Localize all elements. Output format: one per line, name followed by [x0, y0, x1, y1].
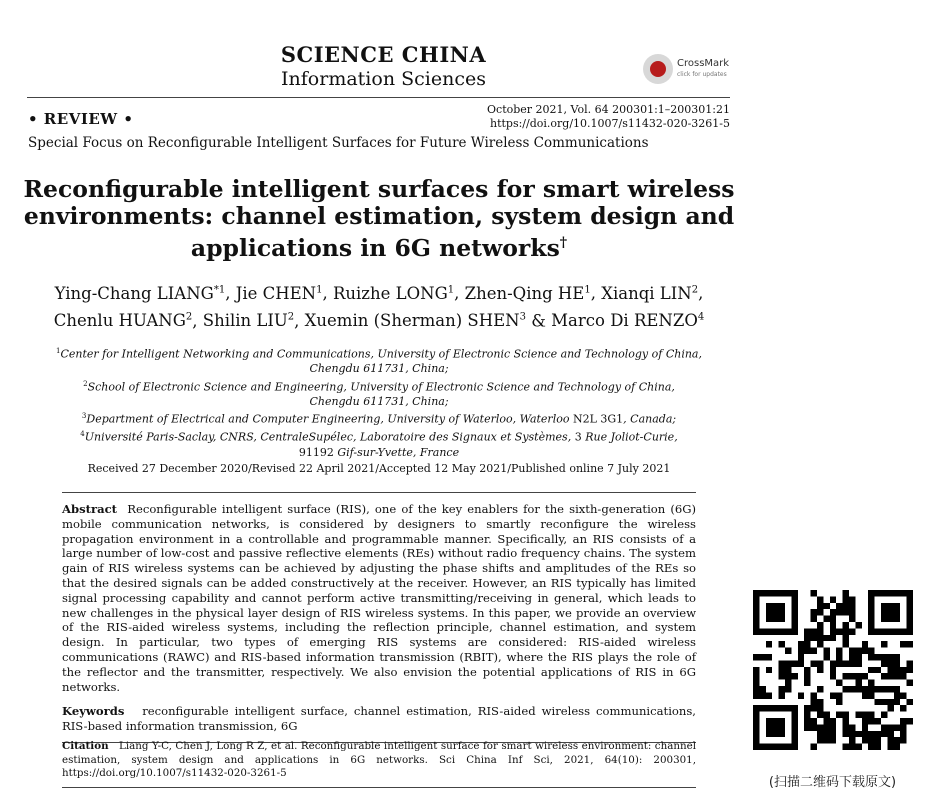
crossmark-label: CrossMark — [677, 58, 730, 69]
affiliations — [20, 344, 738, 460]
abstract-label: Abstract — [62, 502, 118, 516]
title-line-1: Reconfigurable intelligent surfaces for smart wireless — [23, 175, 735, 203]
journal-title: SCIENCE CHINA — [280, 42, 487, 67]
received-dates: Received 27 December 2020/Revised 22 April 2021/Accepted 12 May 2021/Published online 7 July 2021 — [87, 462, 671, 475]
title-line-3: applications in 6G networks — [190, 233, 560, 262]
article-type: • REVIEW • — [28, 110, 134, 128]
issue-date: October 2021, Vol. 64 200301:1–200301:21 — [487, 103, 730, 116]
affiliation-4: $^4$Université Paris-Saclay, CNRS, CentraleSupélec, Laboratoire des Signaux et Systèmes, 3 Rue Joliot-Curie, 91192 Gif-sur-Yvette, France — [80, 430, 678, 459]
header-divider — [27, 97, 730, 98]
keywords-text: reconfigurable intelligent surface, channel estimation, RIS-aided wireless communications, RIS-based information transmission, 6G — [62, 704, 696, 734]
crossmark-icon — [643, 54, 673, 84]
keywords — [62, 704, 696, 734]
citation — [62, 740, 696, 781]
author[interactable]: Marco Di RENZO$^4$ — [551, 311, 705, 330]
abstract-text: Reconfigurable intelligent surface (RIS), one of the key enablers for the sixth-generation (6G) mobile communication networks, is considered by designers to smartly reconfigure the wireless propagation environment in a controllable and programmable manner. Specifically, an RIS consists of a large number of low-cost and passive reflective elements (REs) without radio frequency chains. The system gain of RIS wireless systems can be achieved by adjusting the phase shifts and amplitudes of the REs so that the desired signals can be added constructively at the receiver. However, an RIS typically has limited signal processing capability and cannot perform active transmitting/receiving in general, which leads to new challenges in the physical layer design of RIS wireless systems. In this paper, we provide an overview of the RIS-aided wireless systems, including the reflection principle, channel estimation, and system design. In particular, two types of emerging RIS systems are considered: RIS-aided wireless communications (RAWC) and RIS-based information transmission (RBIT), where the RIS plays the role of the reflector and the transmitter, respectively. We also envision the potential applications of RIS in 6G networks. — [62, 502, 697, 694]
affiliation-3: $^3$Department of Electrical and Computer Engineering, University of Waterloo, Waterloo N2L 3G1, Canada; — [81, 412, 677, 426]
crossmark-sublabel: click for updates — [677, 71, 727, 78]
crossmark-badge[interactable] — [643, 54, 738, 86]
author[interactable]: Chenlu HUANG$^2$ — [53, 311, 193, 330]
author-list: Ying-Chang LIANG$^{*1}$, Jie CHEN$^1$, Ruizhe LONG$^1$, Zhen-Qing $HE^1$, Xianqi LIN$^2$, Chenlu HUANG$^2$, Shilin LIU$^2$, Xuemin (Sherman) SHEN$^3$ & Marco Di RENZO$^4$ — [53, 283, 705, 330]
title-footnote-mark: † — [559, 235, 568, 251]
doi-link[interactable]: https://doi.org/10.1007/s11432-020-3261-5 — [489, 117, 730, 130]
paper-title — [20, 176, 738, 262]
special-focus: Special Focus on Reconfigurable Intelligent Surfaces for Future Wireless Communications — [28, 135, 649, 151]
abstract-box — [62, 492, 696, 743]
qr-caption: (扫描二维码下载原文) — [768, 775, 897, 790]
author[interactable]: Shilin LIU$^2$ — [202, 311, 295, 330]
abstract — [62, 502, 696, 694]
title-line-2: environments: channel estimation, system design and — [23, 202, 735, 230]
author[interactable]: Zhen-Qing $HE^1$ — [464, 283, 591, 303]
affiliation-1: $^1$Center for Intelligent Networking and Communications, University of Electronic Science and Technology of China, Chengdu 611731, China; — [56, 347, 702, 376]
affiliation-2: $^2$School of Electronic Science and Engineering, University of Electronic Science and Technology of China, Chengdu 611731, China; — [83, 379, 675, 408]
author[interactable]: Jie CHEN$^1$ — [235, 283, 323, 303]
author[interactable]: Xuemin (Sherman) SHEN$^3$ — [304, 311, 526, 330]
citation-text[interactable]: Liang Y-C, Chen J, Long R Z, et al. Reconfigurable intelligent surface for smart wireless environment: channel estimation, system design and applications in 6G networks. Sci China Inf Sci, 2021, 64(10): 200301, https://doi.org/10.1007/s11432-020-3261-5 — [62, 740, 696, 780]
journal-subtitle: Information Sciences — [281, 68, 486, 90]
author[interactable]: Xianqi LIN$^2$ — [601, 283, 699, 303]
footer-divider — [62, 787, 696, 788]
author[interactable]: Ruizhe LONG$^1$ — [332, 283, 455, 303]
qr-code-icon[interactable] — [753, 590, 913, 750]
keywords-label: Keywords — [62, 704, 125, 719]
author[interactable]: Ying-Chang LIANG$^{*1}$ — [54, 283, 226, 303]
citation-label: Citation — [62, 740, 109, 752]
